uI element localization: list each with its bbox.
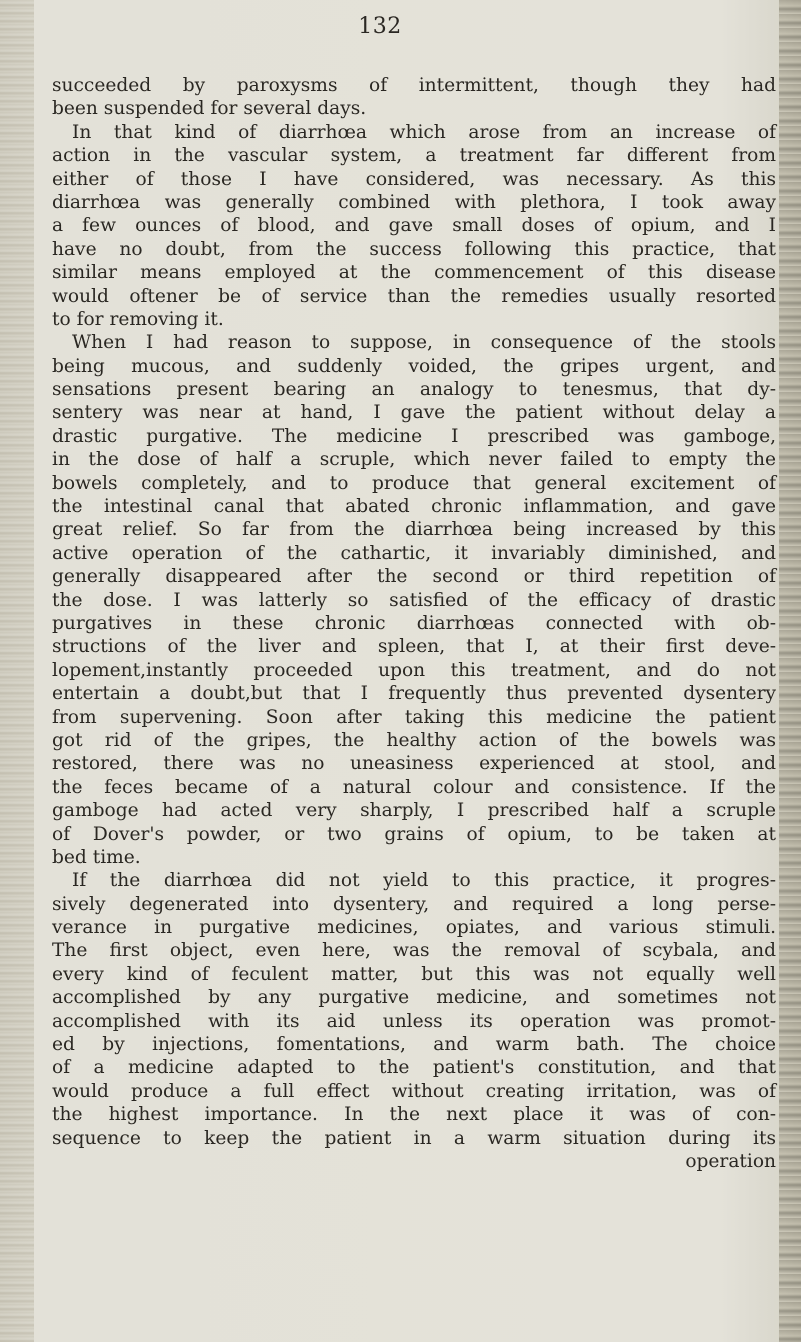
text-line: verance in purgative medicines, opiates, and various stimuli.: [52, 917, 776, 939]
text-line: great relief. So far from the diarrhœa being increased by this: [52, 519, 776, 541]
text-line: bowels completely, and to produce that general excitement of: [52, 472, 776, 494]
text-line: a few ounces of blood, and gave small doses of opium, and I: [52, 215, 776, 237]
text-line: generally disappeared after the second or third repetition of: [52, 566, 776, 588]
text-line: drastic purgative. The medicine I prescribed was gamboge,: [52, 425, 776, 447]
text-line: succeeded by paroxysms of intermittent, though they had: [52, 75, 776, 96]
page-binding-edge: [0, 0, 34, 1342]
text-line: operation: [685, 1150, 776, 1172]
text-line: of a medicine adapted to the patient's constitution, and that: [52, 1057, 776, 1079]
text-line: of Dover's powder, or two grains of opium, to be taken at: [52, 823, 776, 845]
text-line: diarrhœa was generally combined with plethora, I took away: [52, 191, 776, 213]
text-line: the dose. I was latterly so satisfied of the efficacy of drastic: [52, 589, 776, 611]
text-line: from supervening. Soon after taking this medicine the patient: [52, 706, 776, 728]
text-line: The first object, even here, was the removal of scybala, and: [52, 940, 776, 962]
text-line: sequence to keep the patient in a warm situation during its: [52, 1127, 776, 1149]
text-line: would oftener be of service than the remedies usually resorted: [52, 285, 776, 307]
text-line: In that kind of diarrhœa which arose from an increase of: [72, 121, 776, 143]
text-line: got rid of the gripes, the healthy action of the bowels was: [52, 729, 776, 751]
text-line: gamboge had acted very sharply, I prescribed half a scruple: [52, 800, 776, 822]
text-line: sensations present bearing an analogy to tenesmus, that dy-: [52, 379, 776, 401]
text-line: sentery was near at hand, I gave the patient without delay a: [52, 402, 776, 424]
page-number: 132: [358, 14, 402, 39]
text-line: to for removing it.: [52, 308, 224, 330]
text-line: sively degenerated into dysentery, and required a long perse-: [52, 893, 776, 915]
text-line: been suspended for several days.: [52, 98, 367, 120]
text-line: restored, there was no uneasiness experienced at stool, and: [52, 753, 776, 775]
text-line: action in the vascular system, a treatment far different from: [52, 145, 776, 167]
text-line: accomplished by any purgative medicine, and sometimes not: [52, 987, 776, 1009]
text-line: entertain a doubt,but that I frequently thus prevented dysentery: [52, 683, 776, 705]
text-line: lopement,instantly proceeded upon this treatment, and do not: [52, 659, 776, 681]
text-line: purgatives in these chronic diarrhœas connected with ob-: [52, 612, 776, 634]
text-line: in the dose of half a scruple, which never failed to empty the: [52, 449, 776, 471]
text-line: the feces became of a natural colour and consistence. If the: [52, 776, 776, 798]
page-right-edge: [779, 0, 801, 1342]
text-line: have no doubt, from the success following this practice, that: [52, 238, 776, 260]
text-line: would produce a full effect without creating irritation, was of: [52, 1080, 776, 1102]
text-line: bed time.: [52, 846, 141, 868]
text-line: accomplished with its aid unless its operation was promot-: [52, 1010, 776, 1032]
text-line: every kind of feculent matter, but this was not equally well: [52, 963, 776, 985]
text-line: active operation of the cathartic, it invariably diminished, and: [52, 542, 776, 564]
text-line: If the diarrhœa did not yield to this practice, it progres-: [72, 870, 776, 892]
text-line: structions of the liver and spleen, that I, at their first deve-: [52, 636, 776, 658]
text-line: similar means employed at the commencement of this disease: [52, 262, 776, 284]
text-line: the intestinal canal that abated chronic inflammation, and gave: [52, 496, 776, 518]
text-line: ed by injections, fomentations, and warm bath. The choice: [52, 1034, 776, 1056]
text-line: either of those I have considered, was necessary. As this: [52, 168, 776, 190]
body-text: [52, 74, 776, 1173]
text-line: When I had reason to suppose, in consequence of the stools: [72, 332, 776, 354]
text-line: the highest importance. In the next place it was of con-: [52, 1104, 776, 1126]
text-line: being mucous, and suddenly voided, the gripes urgent, and: [52, 355, 776, 377]
